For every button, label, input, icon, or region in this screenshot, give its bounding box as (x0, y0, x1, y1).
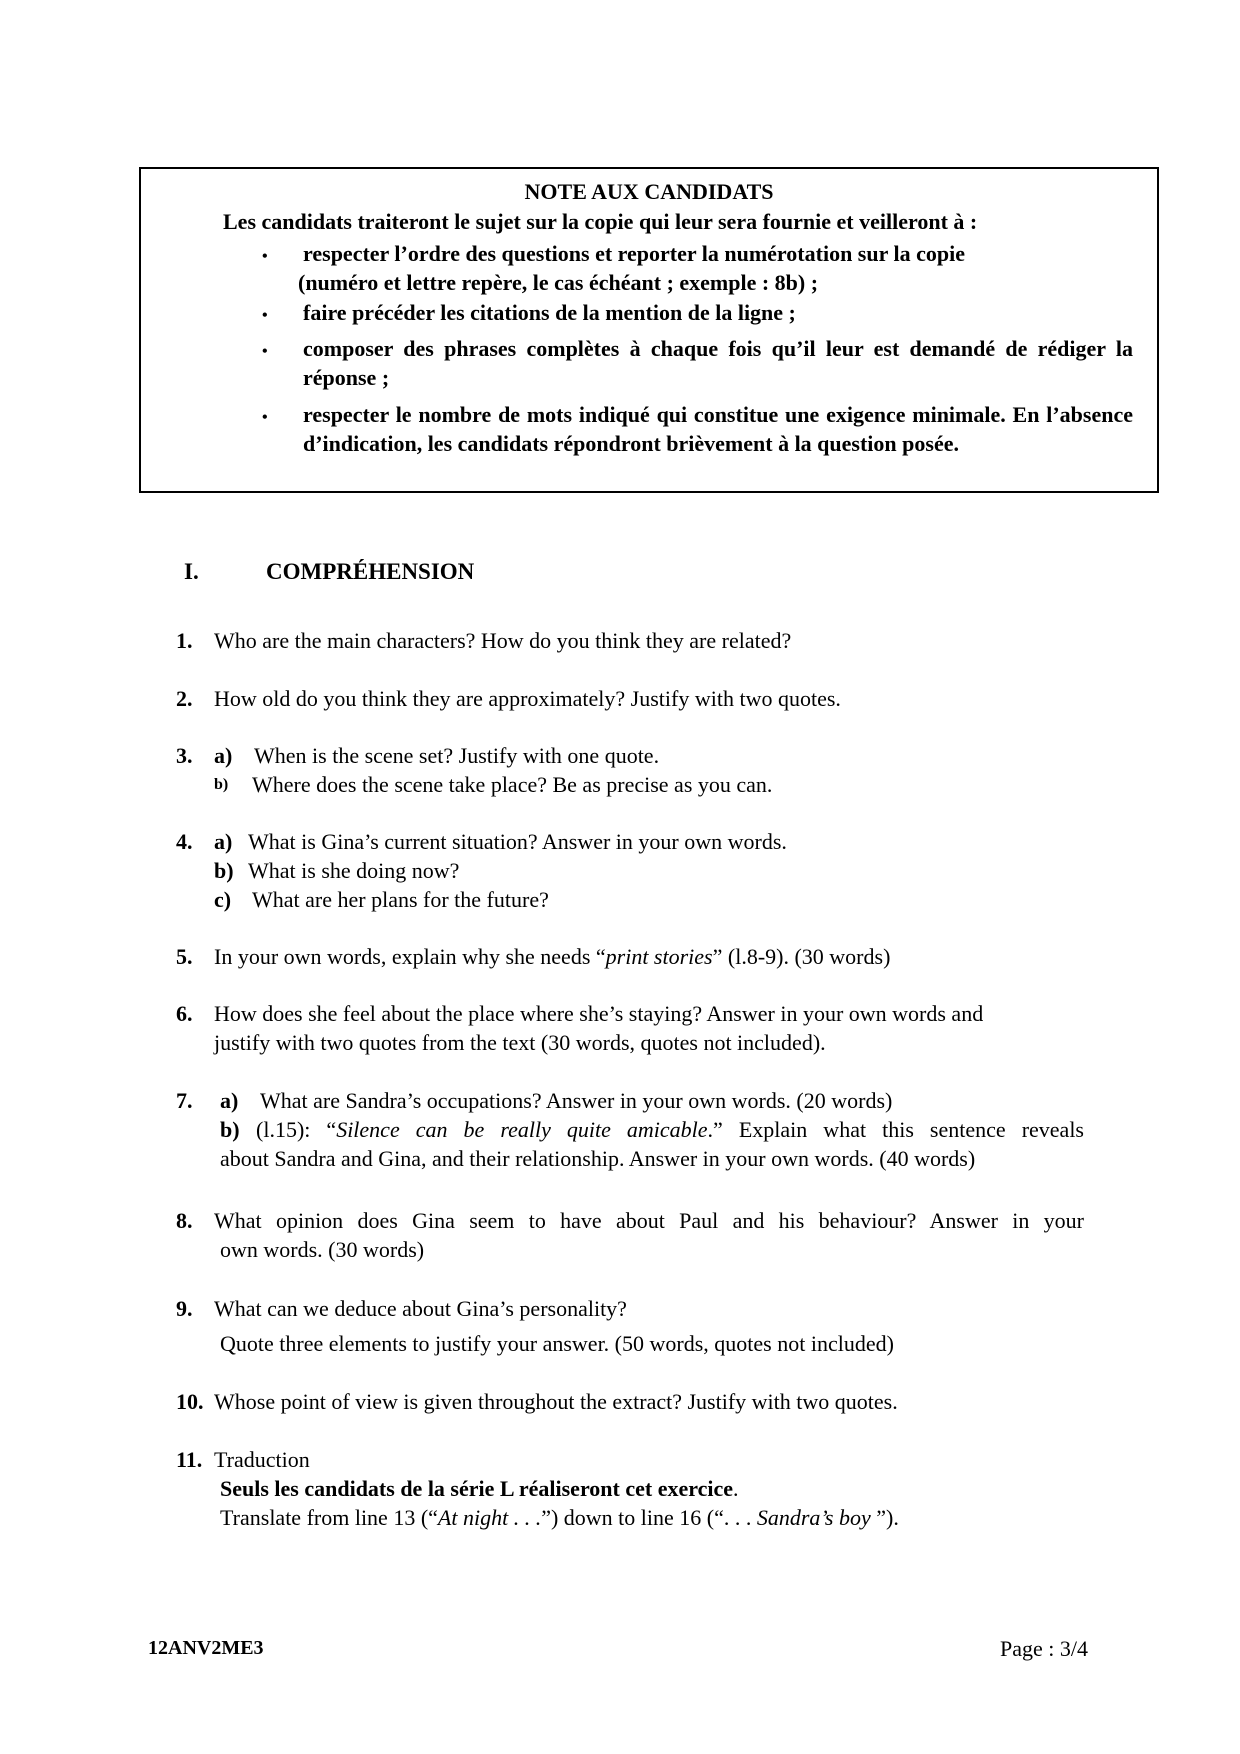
question-9-line-1: What can we deduce about Gina’s personality? (214, 1296, 627, 1321)
text-segment: ” (l.8-9). (30 words) (712, 944, 891, 969)
question-number: 5. (176, 944, 193, 969)
bullet-icon: • (262, 343, 268, 360)
note-bullet-1: respecter l’ordre des questions et reporter la numérotation sur la copie (303, 241, 965, 266)
text-segment: (l.15): “ (256, 1117, 337, 1142)
question-number: 1. (176, 628, 193, 653)
question-number: 7. (176, 1088, 193, 1113)
question-11-instruction (220, 1476, 739, 1502)
section-number: I. (184, 559, 199, 584)
text-segment: In your own words, explain why she needs “ (214, 944, 606, 969)
quote-italic: print stories (605, 944, 713, 969)
note-title: NOTE AUX CANDIDATS (524, 179, 774, 204)
question-9-line-2: Quote three elements to justify your answer. (50 words, quotes not included) (220, 1331, 894, 1356)
page-number: Page : 3/4 (1000, 1636, 1088, 1661)
question-6-line-1: How does she feel about the place where she’s staying? Answer in your own words and (214, 1001, 984, 1026)
sub-label: b) (214, 858, 234, 883)
question-number: 8. (176, 1208, 193, 1233)
question-5-text (214, 944, 890, 970)
quote-italic: Sandra’s boy (756, 1505, 877, 1530)
sub-label: a) (214, 743, 233, 768)
quote-italic: Silence can be really quite amicable (336, 1117, 708, 1142)
question-10-text: Whose point of view is given throughout the extract? Justify with two quotes. (214, 1389, 898, 1414)
question-3a-text: When is the scene set? Justify with one quote. (254, 743, 660, 768)
sub-label: c) (214, 887, 232, 912)
question-8-line-1: What opinion does Gina seem to have about Paul and his behaviour? Answer in your (214, 1208, 1084, 1233)
note-bullet-3: composer des phrases complètes à chaque fois qu’il leur est demandé de rédiger la réponse ; (303, 336, 1133, 390)
note-box (139, 167, 1159, 493)
sub-label: b) (220, 1117, 240, 1142)
sub-label: b) (214, 776, 229, 793)
instruction-bold: Seuls les candidats de la série L réaliseront cet exercice (220, 1476, 734, 1501)
question-8-line-2: own words. (30 words) (220, 1237, 425, 1262)
question-2-text: How old do you think they are approximately? Justify with two quotes. (214, 686, 841, 711)
question-number: 2. (176, 686, 193, 711)
question-11-title: Traduction (214, 1447, 310, 1472)
text-segment: .” Explain what this sentence reveals (707, 1117, 1084, 1142)
text-segment: Translate from line 13 (“ (220, 1505, 438, 1530)
text-segment: . (733, 1476, 739, 1501)
bullet-icon: • (262, 409, 268, 426)
exam-code: 12ANV2ME3 (148, 1637, 264, 1659)
section-title: COMPRÉHENSION (266, 559, 475, 584)
question-4b-text: What is she doing now? (248, 858, 460, 883)
note-bullet-4: respecter le nombre de mots indiqué qui constitue une exigence minimale. En l’absence d’indication, les candidats répondront brièvement à la question posée. (303, 402, 1133, 456)
note-bullet-2: faire précéder les citations de la mention de la ligne ; (303, 300, 796, 325)
question-number: 4. (176, 829, 193, 854)
question-7b-line-2: about Sandra and Gina, and their relationship. Answer in your own words. (40 words) (220, 1146, 976, 1171)
note-intro: Les candidats traiteront le sujet sur la copie qui leur sera fournie et veilleront à : (223, 209, 978, 234)
sub-label: a) (220, 1088, 239, 1113)
bullet-icon: • (262, 307, 268, 324)
question-4c-text: What are her plans for the future? (252, 887, 549, 912)
question-number: 6. (176, 1001, 193, 1026)
sub-label: a) (214, 829, 233, 854)
text-segment: ”) down to line 16 (“. . . (541, 1505, 757, 1530)
note-bullet-1-cont: (numéro et lettre repère, le cas échéant ; exemple : 8b) ; (298, 270, 819, 295)
question-7a-text: What are Sandra’s occupations? Answer in your own words. (20 words) (260, 1088, 893, 1113)
question-6-line-2: justify with two quotes from the text (30 words, quotes not included). (214, 1030, 826, 1055)
question-number: 9. (176, 1296, 193, 1321)
text-segment: ”). (876, 1505, 899, 1530)
question-1 (176, 628, 193, 654)
question-7b-text (256, 1117, 1084, 1143)
question-number: 10. (176, 1389, 204, 1414)
bullet-icon: • (262, 248, 268, 265)
question-number: 3. (176, 743, 193, 768)
question-3b-text: Where does the scene take place? Be as precise as you can. (252, 772, 773, 797)
quote-italic: At night . . . (437, 1505, 542, 1530)
question-number: 11. (176, 1447, 203, 1472)
question-1-text: Who are the main characters? How do you think they are related? (214, 628, 792, 653)
question-4a-text: What is Gina’s current situation? Answer in your own words. (248, 829, 787, 854)
question-11-translate (220, 1505, 899, 1531)
